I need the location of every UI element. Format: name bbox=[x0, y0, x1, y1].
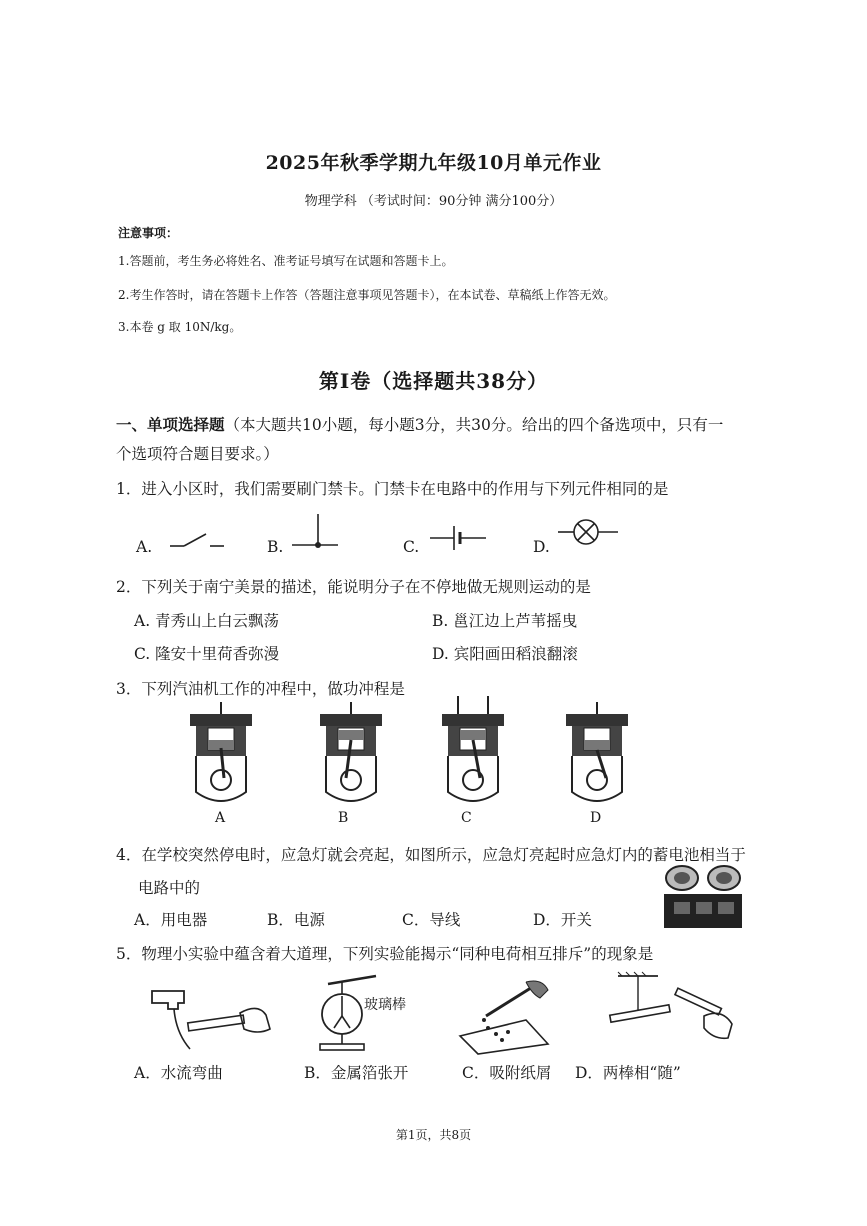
section-intro-line1 bbox=[116, 413, 723, 435]
section-intro-line2: 个选项符合题目要求。） bbox=[116, 445, 279, 463]
note-item-3: 3.本卷 g 取 10N/kg。 bbox=[118, 320, 242, 334]
engine-label-c: C bbox=[461, 810, 472, 826]
q1-option-d: D. bbox=[533, 538, 550, 556]
q4-option-c: C．导线 bbox=[402, 911, 461, 929]
q5-option-d: D．两棒相“随” bbox=[575, 1064, 681, 1082]
glass-rod-label: 玻璃棒 bbox=[364, 997, 406, 1013]
q1-option-c: C. bbox=[403, 538, 420, 556]
note-item-2: 2.考生作答时，请在答题卡上作答（答题注意事项见答题卡），在本试卷、草稿纸上作答无效。 bbox=[118, 288, 616, 302]
engine-label-d: D bbox=[590, 810, 602, 826]
section-intro-text: （本大题共10小题，每小题3分，共30分。给出的四个备选项中，只有一 bbox=[224, 416, 724, 434]
q2-option-a: A. 青秀山上白云飘荡 bbox=[134, 612, 280, 630]
engine-diagram-c-icon bbox=[438, 694, 508, 806]
notes-heading: 注意事项： bbox=[118, 226, 179, 240]
question-5-text: 5．物理小实验中蕴含着大道理，下列实验能揭示“同种电荷相互排斥”的现象是 bbox=[116, 945, 654, 963]
engine-label-b: B bbox=[338, 810, 349, 826]
q1-option-b: B. bbox=[267, 538, 284, 556]
lamp-symbol-icon bbox=[556, 515, 620, 549]
q2-option-d: D. 宾阳画田稻浪翻滚 bbox=[432, 645, 578, 663]
electroscope-figure-icon bbox=[312, 972, 382, 1056]
q2-option-c: C. 隆安十里荷香弥漫 bbox=[134, 645, 280, 663]
page-footer: 第1页，共8页 bbox=[395, 1128, 472, 1142]
battery-symbol-icon bbox=[428, 522, 488, 552]
q2-option-b: B. 邕江边上芦苇摇曳 bbox=[432, 612, 578, 630]
hanging-rods-figure-icon bbox=[600, 972, 736, 1056]
q5-option-c: C．吸附纸屑 bbox=[462, 1064, 552, 1082]
page-title: 2025年秋季学期九年级10月单元作业 bbox=[265, 152, 602, 174]
page-subtitle: 物理学科 （考试时间：90分钟 满分100分） bbox=[304, 194, 563, 209]
emergency-light-icon bbox=[660, 862, 746, 930]
section-intro-heading: 一、单项选择题 bbox=[116, 415, 225, 434]
engine-label-a: A bbox=[215, 810, 226, 826]
question-1-text: 1．进入小区时，我们需要刷门禁卡。门禁卡在电路中的作用与下列元件相同的是 bbox=[116, 480, 669, 498]
question-3-text: 3．下列汽油机工作的冲程中，做功冲程是 bbox=[116, 680, 405, 698]
q4-option-a: A．用电器 bbox=[134, 911, 208, 929]
question-4-text-line2: 电路中的 bbox=[138, 879, 201, 897]
question-2-text: 2．下列关于南宁美景的描述，能说明分子在不停地做无规则运动的是 bbox=[116, 578, 591, 596]
engine-diagram-b-icon bbox=[316, 700, 386, 806]
q4-option-d: D．开关 bbox=[533, 911, 592, 929]
q4-option-b: B．电源 bbox=[267, 911, 325, 929]
note-item-1: 1.答题前，考生务必将姓名、准考证号填写在试题和答题卡上。 bbox=[118, 254, 454, 268]
wire-junction-icon bbox=[290, 512, 342, 554]
question-4-text-line1: 4．在学校突然停电时，应急灯就会亮起，如图所示，应急灯亮起时应急灯内的蓄电池相当于 bbox=[116, 846, 746, 864]
engine-diagram-d-icon bbox=[562, 700, 632, 806]
q1-option-a: A. bbox=[136, 538, 153, 556]
water-stream-figure-icon bbox=[148, 985, 274, 1055]
switch-symbol-icon bbox=[168, 528, 228, 550]
q5-option-b: B．金属箔张开 bbox=[304, 1064, 409, 1082]
engine-diagram-a-icon bbox=[186, 700, 256, 806]
q5-option-a: A．水流弯曲 bbox=[134, 1064, 223, 1082]
paper-scraps-figure-icon bbox=[456, 976, 552, 1056]
section-title: 第Ⅰ卷（选择题共38分） bbox=[318, 369, 549, 393]
